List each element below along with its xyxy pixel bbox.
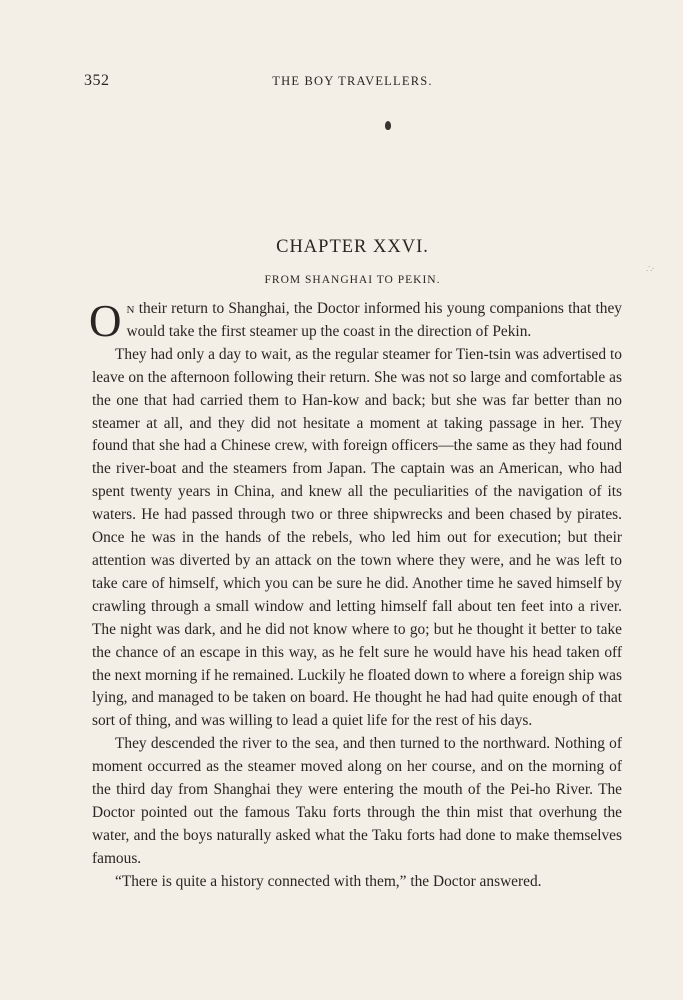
chapter-title: CHAPTER XXVI. — [276, 237, 429, 257]
page-number: 352 — [84, 72, 110, 89]
paragraph-2: They had only a day to wait, as the regular steamer for Tien-tsin was advertised to leave on the afternoon following their return. She was not so large and comfortable as the one that had carried them to Han-kow and back; but she was far better than no steamer at all, and they did not hesitate a moment at taking passage in her. They found that she had a Chinese crew, with foreign officers—the same as they had found the river-boat and the steamers from Japan. The captain was an American, who had spent twenty years in China, and knew all the peculiarities of the navigation of its waters. He had passed through two or three shipwrecks and been chased by pirates. Once he was in the hands of the rebels, who led him out for execution; but their attention was diverted by an attack on the town where they were, and he was left to take care of himself, which you can be sure he did. Another time he saved himself by crawling through a small window and letting himself fall about ten feet into a river. The night was dark, and he did not know where to go; but he thought it better to take the chance of an escape in this way, as he felt sure he would have his head taken off the next morning if he remained. Luckily he floated down to where a foreign ship was lying, and managed to be taken on board. He thought he had had quite enough of that sort of thing, and was willing to lead a quiet life for the rest of his days. — [92, 345, 622, 730]
paragraph-1 — [89, 296, 622, 346]
paragraph-3: They descended the river to the sea, and then turned to the northward. Nothing of moment occurred as the steamer moved along on her course, and on the morning of the third day from Shanghai they were entering the mouth of the Pei-ho River. The Doctor pointed out the famous Taku forts through the thin mist that overhung the water, and the boys naturally asked what the Taku forts had done to make themselves famous. — [92, 735, 622, 867]
running-head: THE BOY TRAVELLERS. — [272, 74, 433, 88]
ornament-mark — [385, 121, 391, 130]
lead-word: n — [126, 300, 135, 317]
chapter-subtitle: FROM SHANGHAI TO PEKIN. — [264, 274, 441, 286]
body-text — [89, 296, 622, 894]
drop-cap: O — [89, 296, 122, 346]
paragraph-4: “There is quite a history connected with them,” the Doctor answered. — [115, 872, 542, 890]
paper-specks: ∴· — [646, 264, 654, 275]
paragraph-1-text: their return to Shanghai, the Doctor informed his young companions that they would take the first steamer up the coast in the direction of Pekin. — [126, 300, 622, 340]
